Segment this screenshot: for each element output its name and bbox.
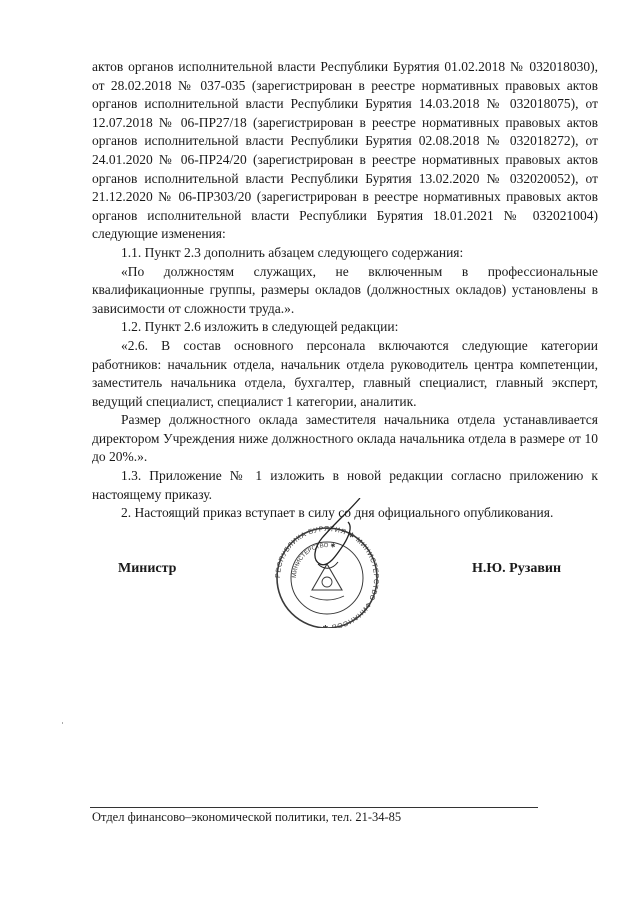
item-1-3: 1.3. Приложение № 1 изложить в новой редакции согласно приложению к настоящему приказу. [92,468,598,502]
scan-mark [62,722,63,724]
svg-text:МИНИСТЕРСТВО ✱ [292,542,336,578]
intro-paragraph: актов органов исполнительной власти Республики Бурятия 01.02.2018 № 032018030), от 28.02.2018 № 037-035 (зарегистрирован в реестре нормативных правовых актов органов исполнительной власти Республики Бурятия 14.03.2018 № 032018075), от 12.07.2018 № 06-ПР27/18 (зарегистрирован в реестре нормативных правовых актов органов исполнительной власти Республики Бурятия 02.08.2018 № 032018272), от 24.01.2020 № 06-ПР24/20 (зарегистрирован в реестре нормативных правовых актов органов исполнительной власти Республики Бурятия 13.02.2020 № 032020052), от 21.12.2020 № 06-ПР303/20 (зарегистрирован в реестре нормативных правовых актов органов исполнительной власти Республики Бурятия 18.01.2021 № 032021004) следующие изменения: [92,59,598,242]
quote-2-6: «2.6. В состав основного персонала включаются следующие категории работников: начальник отдела, начальник отдела руководитель центра компетенции, заместитель начальника отдела, бухгалтер, главный специалист, главный эксперт, ведущий специалист, специалист 1 категории, аналитик. [92,337,598,409]
item-1-1: 1.1. Пункт 2.3 дополнить абзацем следующего содержания: [121,244,464,260]
item-2: 2. Настоящий приказ вступает в силу со дня официального опубликования. [121,505,554,521]
signatory-name: Н.Ю. Рузавин [472,561,562,576]
footer-divider [90,807,538,808]
item-1-2: 1.2. Пункт 2.6 изложить в следующей редакции: [121,319,399,335]
signatory-position: Министр [118,561,177,576]
quote-2-3: «По должностям служащих, не включенным в профессиональные квалификационные группы, размеры окладов (должностных окладов) установлены в зависимости от сложности труда.». [92,263,598,316]
footer-executor: Отдел финансово–экономической политики, тел. 21-34-85 [92,810,402,824]
salary-paragraph: Размер должностного оклада заместителя начальника отдела устанавливается директором Учреждения ниже должностного оклада начальника отдела в размере от 10 до 20%.». [92,412,598,465]
document-body [92,58,598,523]
seal-inner-text: МИНИСТЕРСТВО ✱ [291,542,336,579]
official-seal-stamp [252,498,402,628]
seal-outer-text: РЕСПУБЛИКА БУРЯТИЯ ✱ МИНИСТЕРСТВО ФИНАНСОВ ✱ [274,525,380,628]
